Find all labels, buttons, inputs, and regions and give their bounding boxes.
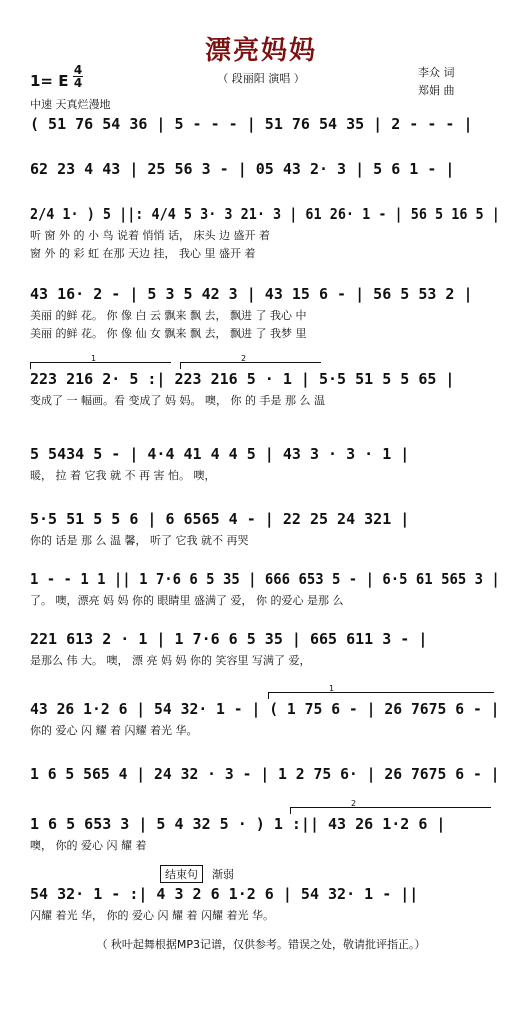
notation-row: 43 16· 2 - | 5 3 5 42 3 | 43 15 6 - | 56 5 53 2 |	[30, 285, 473, 303]
lyric-line: 你的 爱心 闪 耀 着 闪耀 着光 华。	[30, 724, 198, 737]
notation-row: 221 613 2 · 1 | 1 7·6 6 5 35 | 665 611 3 - |	[30, 630, 428, 648]
lyric-line: 闪耀 着光 华， 你的 爱心 闪 耀 着 闪耀 着光 华。	[30, 909, 274, 922]
notation-row: 5 5434 5 - | 4·4 41 4 4 5 | 43 3 · 3 · 1 |	[30, 445, 410, 463]
volta-second-ending: 2	[180, 362, 321, 369]
composer-credit: 郑娟 曲	[418, 84, 455, 97]
lyric-line: 美丽 的鲜 花。 你 像 白 云 飘来 飘 去， 飘进 了 我心 中	[30, 309, 307, 322]
time-signature: 4 4	[73, 63, 83, 90]
notation-row: 1 - - 1 1 || 1 7·6 6 5 35 | 666 653 5 - | 6·5 61 565 3 |	[30, 570, 500, 588]
lyric-line: 变成了 一 幅画。看 变成了 妈 妈。 噢， 你 的 手是 那 么 温	[30, 394, 325, 407]
notation-row: 5·5 51 5 5 6 | 6 6565 4 - | 22 25 24 321 |	[30, 510, 410, 528]
notation-row: 43 26 1·2 6 | 54 32· 1 - | ( 1 75 6 - | 26 7675 6 - |	[30, 700, 500, 718]
ending-section-label: 结束句	[160, 865, 203, 883]
volta-second-ending: 2	[290, 807, 491, 814]
notation-row: 223 216 2· 5 :| 223 216 5 · 1 | 5·5 51 5 5 65 |	[30, 370, 455, 388]
lyric-line: 是那么 伟 大。 噢， 漂 亮 妈 妈 你的 笑容里 写满了 爱，	[30, 654, 311, 667]
lyric-line: 听 窗 外 的 小 鸟 说着 悄悄 话， 床头 边 盛开 着	[30, 229, 270, 242]
footer-note: （ 秋叶起舞根据MP3记谱，仅供参考。错误之处，敬请批评指正。）	[96, 938, 426, 951]
song-title: 漂亮妈妈	[204, 36, 317, 66]
tempo-marking: 中速 天真烂漫地	[30, 98, 111, 111]
lyricist-credit: 李众 词	[418, 66, 455, 79]
lyric-line: 你的 话是 那 么 温 馨， 听了 它我 就不 再哭	[30, 534, 249, 547]
lyric-line: 噢， 你的 爱心 闪 耀 着	[30, 839, 147, 852]
notation-row: 2/4 1· ) 5 ||: 4/4 5 3· 3 21· 3 | 61 26· 1 - | 56 5 16 5 |	[30, 205, 500, 223]
lyric-line: 窗 外 的 彩 虹 在那 天边 挂， 我心 里 盛开 着	[30, 247, 256, 260]
notation-row: 1 6 5 565 4 | 24 32 · 3 - | 1 2 75 6· | 26 7675 6 - |	[30, 765, 500, 783]
key-signature: 1= E	[30, 72, 69, 90]
volta-first-ending: 1	[30, 362, 171, 369]
singer-credit: （ 段丽阳 演唱 ）	[217, 72, 305, 85]
notation-row: 1 6 5 653 3 | 5 4 32 5 · ) 1 :|| 43 26 1·2 6 |	[30, 815, 446, 833]
notation-row: 62 23 4 43 | 25 56 3 - | 05 43 2· 3 | 5 6 1 - |	[30, 160, 455, 178]
volta-first-ending: 1	[268, 692, 494, 699]
dynamics-marking: 渐弱	[212, 868, 234, 881]
lyric-line: 暖， 拉 着 它我 就 不 再 害 怕。 噢，	[30, 469, 216, 482]
lyric-line: 美丽 的鲜 花。 你 像 仙 女 飘来 飘 去， 飘进 了 我梦 里	[30, 327, 307, 340]
notation-row: ( 51 76 54 36 | 5 - - - | 51 76 54 35 | 2 - - - |	[30, 115, 473, 133]
lyric-line: 了。 噢，漂亮 妈 妈 你的 眼睛里 盛满了 爱， 你 的爱心 是那 么	[30, 594, 344, 607]
notation-row: 54 32· 1 - :| 4 3 2 6 1·2 6 | 54 32· 1 - ||	[30, 885, 419, 903]
